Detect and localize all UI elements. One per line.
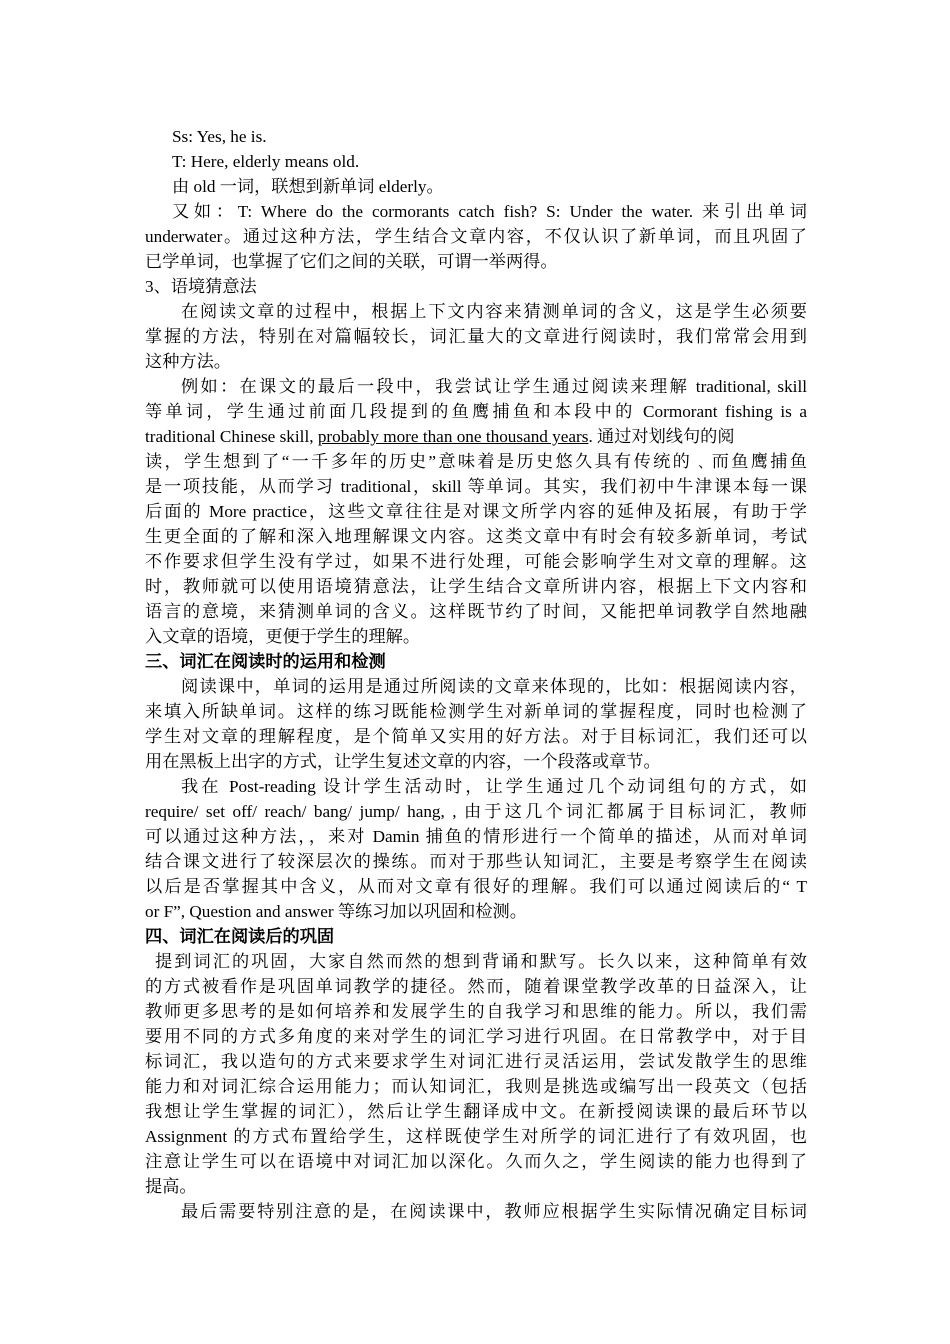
paragraph-line: 能力和对词汇综合运用能力；而认知词汇，我则是挑选或编写出一段英文（包括	[145, 1077, 807, 1096]
document-page	[145, 124, 807, 1224]
text-segment: . 通过对划线句的阅	[588, 427, 735, 446]
paragraph-line: 提到词汇的巩固，大家自然而然的想到背诵和默写。长久以来，这种简单有效	[155, 952, 807, 971]
paragraph-line: 可以通过这种方法，，来对 Damin 捕鱼的情形进行一个简单的描述，从而对单词	[145, 827, 807, 846]
paragraph-line: 注意让学生可以在语境中对词汇加以深化。久而久之，学生阅读的能力也得到了	[145, 1152, 807, 1171]
paragraph-line: 提高。	[145, 1177, 197, 1196]
paragraph-line: 掌握的方法，特别在对篇幅较长，词汇量大的文章进行阅读时，我们常常会用到	[145, 327, 807, 346]
paragraph-line: 我想让学生掌握的词汇），然后让学生翻译成中文。在新授阅读课的最后环节以	[145, 1102, 807, 1121]
paragraph-line: 等单词，学生通过前面几段提到的鱼鹰捕鱼和本段中的 Cormorant fishing is a	[145, 402, 807, 421]
paragraph-line: 语言的意境，来猜测单词的含义。这样既节约了时间，又能把单词教学自然地融	[145, 602, 807, 621]
underlined-sentence: probably more than one thousand years	[317, 427, 589, 446]
paragraph-line: 要用不同的方式多角度的来对学生的词汇学习进行巩固。在日常教学中，对于目	[145, 1027, 807, 1046]
paragraph-line: 已学单词，也掌握了它们之间的关联，可谓一举两得。	[145, 252, 558, 271]
paragraph-line: 时，教师就可以使用语境猜意法，让学生结合文章所讲内容，根据上下文内容和	[145, 577, 807, 596]
paragraph-line: 是一项技能，从而学习 traditional，skill 等单词。其实，我们初中牛津课本每一课	[145, 477, 807, 496]
paragraph-line: 读，学生想到了“一千多年的历史”意味着是历史悠久具有传统的﹑而鱼鹰捕鱼	[145, 452, 807, 471]
dialogue-line: Ss: Yes, he is.	[172, 127, 267, 146]
subsection-title: 3、语境猜意法	[145, 277, 257, 296]
paragraph-line: 教师更多思考的是如何培养和发展学生的自我学习和思维的能力。所以，我们需	[145, 1002, 807, 1021]
paragraph-line: or F”, Question and answer 等练习加以巩固和检测。	[145, 902, 527, 921]
paragraph-line-with-underline	[145, 424, 807, 449]
section-heading: 四、词汇在阅读后的巩固	[145, 927, 335, 946]
paragraph-line: 又如：T: Where do the cormorants catch fish? S: Under the water. 来引出单词	[172, 202, 807, 221]
paragraph-line: require/ set off/ reach/ bang/ jump/ hang, , 由于这几个词汇都属于目标词汇，教师	[145, 802, 807, 821]
paragraph-line: 最后需要特别注意的是，在阅读课中，教师应根据学生实际情况确定目标词	[181, 1202, 807, 1221]
paragraph-line: Assignment 的方式布置给学生，这样既使学生对所学的词汇进行了有效巩固，也	[145, 1127, 807, 1146]
paragraph-line: 的方式被看作是巩固单词教学的捷径。然而，随着课堂教学改革的日益深入，让	[145, 977, 807, 996]
paragraph-line: 结合课文进行了较深层次的操练。而对于那些认知词汇，主要是考察学生在阅读	[145, 852, 807, 871]
dialogue-line: T: Here, elderly means old.	[172, 152, 360, 171]
paragraph-line: underwater。通过这种方法，学生结合文章内容，不仅认识了新单词，而且巩固了	[145, 227, 807, 246]
paragraph-line: 用在黑板上出字的方式，让学生复述文章的内容，一个段落或章节。	[145, 752, 661, 771]
paragraph-line: 我在 Post-reading 设计学生活动时，让学生通过几个动词组句的方式，如	[181, 777, 807, 796]
paragraph-line: 标词汇，我以造句的方式来要求学生对词汇进行灵活运用，尝试发散学生的思维	[145, 1052, 807, 1071]
paragraph-line: 例如：在课文的最后一段中，我尝试让学生通过阅读来理解 traditional, skill	[181, 377, 807, 396]
paragraph-line: 以后是否掌握其中含义，从而对文章有很好的理解。我们可以通过阅读后的“ T	[145, 877, 807, 896]
paragraph-line: 不作要求但学生没有学过，如果不进行处理，可能会影响学生对文章的理解。这	[145, 552, 807, 571]
paragraph-line: 后面的 More practice，这些文章往往是对课文所学内容的延伸及拓展，有助于学	[145, 502, 807, 521]
paragraph-line: 来填入所缺单词。这样的练习既能检测学生对新单词的掌握程度，同时也检测了	[145, 702, 807, 721]
text-segment: traditional Chinese skill,	[145, 427, 318, 446]
section-heading: 三、词汇在阅读时的运用和检测	[145, 652, 386, 671]
paragraph-line: 阅读课中，单词的运用是通过所阅读的文章来体现的，比如：根据阅读内容，	[181, 677, 807, 696]
paragraph-line: 这种方法。	[145, 352, 231, 371]
paragraph-line: 入文章的语境，更便于学生的理解。	[145, 627, 421, 646]
paragraph-line: 学生对文章的理解程度，是个简单又实用的好方法。对于目标词汇，我们还可以	[145, 727, 807, 746]
paragraph-line: 由 old 一词，联想到新单词 elderly。	[172, 177, 444, 196]
paragraph-line: 在阅读文章的过程中，根据上下文内容来猜测单词的含义，这是学生必须要	[181, 302, 807, 321]
paragraph-line: 生更全面的了解和深入地理解课文内容。这类文章中有时会有较多新单词，考试	[145, 527, 807, 546]
